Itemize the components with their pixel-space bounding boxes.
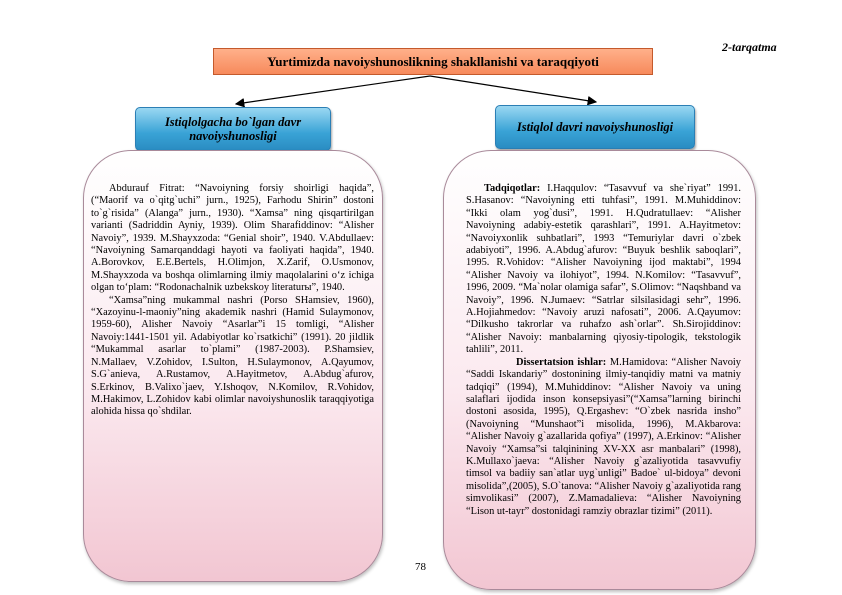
page-number: 78 — [415, 561, 426, 573]
left-panel — [83, 150, 383, 582]
arrow-right — [430, 76, 596, 102]
main-title: Yurtimizda navoiyshunoslikning shakllanishi va taraqqiyoti — [213, 48, 653, 75]
research-text: I.Haqqulov: “Tasavvuf va she`riyat” 1991. S.Hasanov: “Navoiyning etti tuhfasi”, 1991. M.Muhiddinov: “Ikki olam yog`dusi”, 1991. H.Qudratullaev: “Alisher Navoiyning adabiy-estetik qarashlari”, 1991. A.Hayitmetov: “Navoiyxonlik suhbatlari”, 1993 “Temuriylar davri o`zbek adabiyoti”, 1996. A.Abdug`afurov: “Buyuk beshlik saboqlari”, 1995. R.Vohidov: “Alisher Navoiyning ijod maktabi”, 1994 “Alisher Navoiy va ilohiyot”, 1994. N.Komilov: “Tasavvuf”, 1996, 2009. “Ma`nolar olamiga safar”, S.Olimov: “Naqshband va Navoiy”, 1996. N.Jumaev: “Satrlar silsilasidagi sehr”, 1996. A.Hojiahmedov: “Navoiy aruzi nafosati”, 2006. A.Qayumov: “Dilkusho takrorlar va ruhafzo ash`orlar”. Sh.Sirojiddinov: “Alisher Navoiy: manbalarning qiyosiy-tipologik, tekstologik tahlili”, 2011. — [466, 183, 741, 356]
right-section-research — [466, 183, 741, 357]
left-heading: Istiqlolgacha bo`lgan davr navoiyshunosligi — [135, 107, 331, 151]
right-section-dissertations — [466, 357, 741, 518]
left-paragraph-1: Abdurauf Fitrat: “Navoiyning forsiy shoirligi haqida”, (“Maorif va o`qitg`uchi” jurn., 1925), Farhodu Shirin” dostoni to`g`risida” (Alanga” jurn., 1930). “Xamsa” ning qisqartirilgan varianti (Sadriddin Ayniy, 1939). Olim Sharafiddinov: “Alisher Navoiy”, 1939. M.Shayxzoda: “Genial shoir”, 1940. V.Abdullaev: “Navoiyning Samarqanddagi hayoti va faoliyati haqida”, 1940. A.Borovkov, E.E.Bertels, H.Olimjon, X.Zarif, O.Usmonov, M.Shayxzoda va boshqa olimlarning ilmiy maqolalarini o‘z ichiga olgan to‘plam: “Rodonachalnik uzbekskoy literaturы”, 1940. — [91, 183, 374, 294]
right-heading: Istiqlol davri navoiyshunosligi — [495, 105, 695, 149]
research-label: Tadqiqotlar: — [484, 183, 541, 194]
dissertations-text: M.Hamidova: “Alisher Navoiy “Saddi Iskandariy” dostonining ilmiy-tanqidiy matni va matniy tadqiqi” (1994), M.Muhiddinov: “Alisher Navoiy va uning salaflari ijodida inson konsepsiyasi”(“Xamsa”larning birinchi dostoni asosida, 1995), Q.Ergashev: “O`zbek nasrida insho” (Navoiyning “Munshaot”i misolida, 1996), M.Akbarova: “Alisher Navoiy g`azallarida qofiya” (1997), A.Erkinov: “Alisher Navoiy “Xamsa”si talqinining XV-XX asr manbalari” (1998), K.Mullaxo`jaeva: “Alisher Navoiy g`azaliyotida tasavvufiy timsol va badiiy san`atlar uyg`unligi” Badoe` ul-bidoya” devoni misolida”,(2005), S.O`tanova: “Alisher Navoiy g`azaliyotida rang simvolikasi” (2007), Z.Mamadalieva: “Alisher Navoiyning “Lison ut-tayr” dostonidagi ramziy obrazlar tizimi” (2011). — [466, 356, 741, 517]
right-panel — [443, 150, 756, 590]
arrow-left — [236, 76, 430, 104]
left-paragraph-2: “Xamsa”ning mukammal nashri (Porso SHamsiev, 1960), “Xazoyinu-l-maoniy”ning akademik nashri (Hamid Sulaymonov, 1959-60), Alisher Navoiy “Asarlar”i 15 tomligi, “Alisher Navoiy:1441-1501 yil. Adabiyotlar ko`rsatkichi” (1991). 20 jildlik “Mukammal asarlar to`plami” (1987-2003). P.Shamsiev, N.Mallaev, V.Zohidov, I.Sulton, H.Sulaymonov, A.Qayumov, S.G`anieva, A.Rustamov, A.Hayitmetov, A.Abdug`afurov, S.Erkinov, B.Valixo`jaev, Y.Ishoqov, N.Komilov, R.Vohidov, M.Hakimov, L.Zohidov kabi olimlar navoiyshunoslik taraqqiyotiga alohida hissa qo`shdilar. — [91, 294, 374, 418]
handout-tag: 2-tarqatma — [722, 40, 777, 54]
dissertations-label: Dissertatsion ishlar: — [516, 356, 607, 368]
